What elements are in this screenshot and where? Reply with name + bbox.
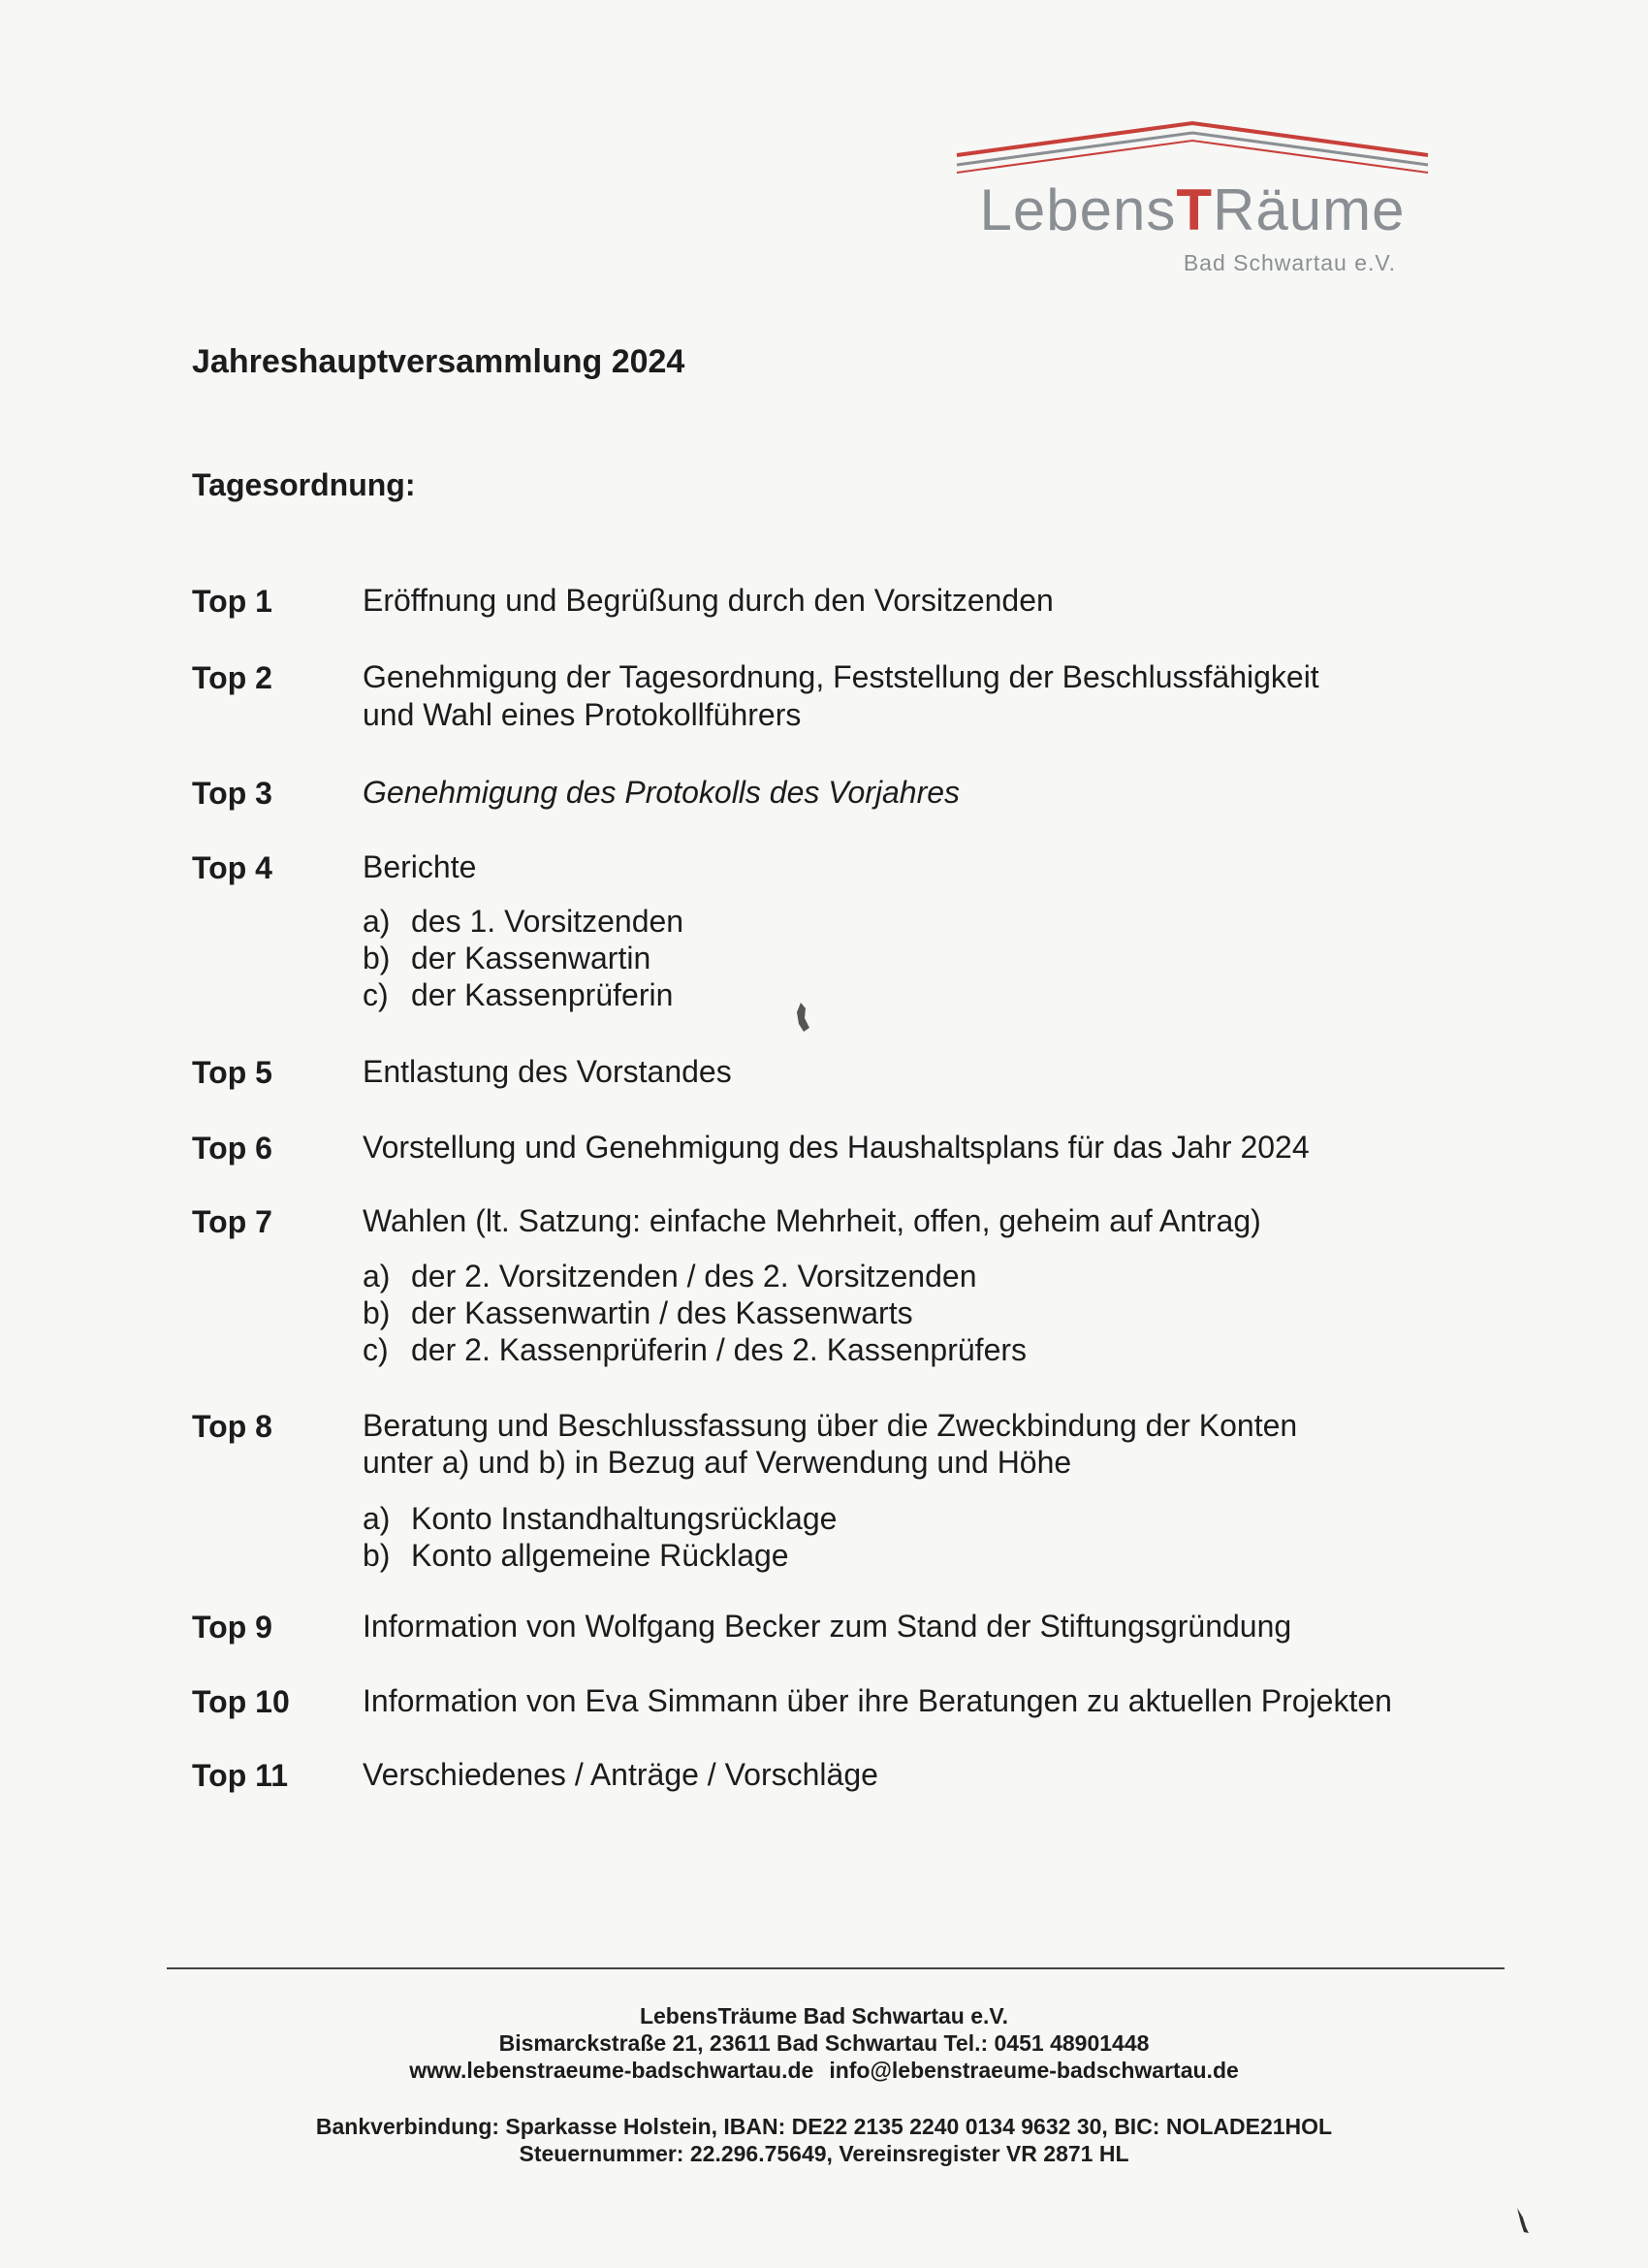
agenda-item-label: Top 10 xyxy=(192,1684,290,1719)
agenda-item-label: Top 7 xyxy=(192,1204,272,1239)
agenda-item-label: Top 9 xyxy=(192,1610,272,1645)
agenda-item-text: Information von Eva Simmann über ihre Beratungen zu aktuellen Projekten xyxy=(363,1683,1392,1718)
footer-contact xyxy=(0,2058,1648,2084)
sub-item: c) der Kassenprüferin xyxy=(363,977,674,1012)
sub-item: a) Konto Instandhaltungsrücklage xyxy=(363,1501,838,1536)
agenda-item-text: Genehmigung der Tagesordnung, Feststellung der Beschlussfähigkeit xyxy=(363,659,1319,694)
footer-tax: Steuernummer: 22.296.75649, Vereinsregister VR 2871 HL xyxy=(519,2141,1129,2166)
sub-item: a) des 1. Vorsitzenden xyxy=(363,904,684,939)
agenda-item-text: Eröffnung und Begrüßung durch den Vorsitzenden xyxy=(363,583,1054,618)
agenda-item-label: Top 6 xyxy=(192,1131,272,1166)
logo-subtitle: Bad Schwartau e.V. xyxy=(1183,250,1396,275)
footer-website[interactable]: www.lebenstraeume-badschwartau.de xyxy=(409,2058,814,2083)
agenda-item-text: und Wahl eines Protokollführers xyxy=(363,697,802,732)
agenda-item-label: Top 4 xyxy=(192,850,272,885)
agenda-item-label: Top 8 xyxy=(192,1409,272,1444)
agenda-item-text: Verschiedenes / Anträge / Vorschläge xyxy=(363,1757,878,1792)
sub-item: b) der Kassenwartin / des Kassenwarts xyxy=(363,1295,913,1330)
footer-email[interactable]: info@lebenstraeume-badschwartau.de xyxy=(829,2058,1239,2083)
footer-address: Bismarckstraße 21, 23611 Bad Schwartau Tel.: 0451 48901448 xyxy=(498,2030,1150,2056)
agenda-item-label: Top 1 xyxy=(192,584,272,619)
agenda-item-text: Wahlen (lt. Satzung: einfache Mehrheit, offen, geheim auf Antrag) xyxy=(363,1203,1261,1238)
organization-logo xyxy=(955,118,1430,283)
agenda-item-text: unter a) und b) in Bezug auf Verwendung und Höhe xyxy=(363,1445,1072,1480)
scan-speck-icon xyxy=(1514,2206,1532,2235)
agenda-item-text: Vorstellung und Genehmigung des Haushaltsplans für das Jahr 2024 xyxy=(363,1130,1310,1165)
footer-bank: Bankverbindung: Sparkasse Holstein, IBAN: DE22 2135 2240 0134 9632 30, BIC: NOLADE21HOL xyxy=(315,2114,1333,2139)
sub-item: b) Konto allgemeine Rücklage xyxy=(363,1538,789,1573)
footer-divider xyxy=(167,1967,1505,1969)
agenda-heading: Tagesordnung: xyxy=(192,467,416,502)
footer-org: LebensTräume Bad Schwartau e.V. xyxy=(639,2003,1009,2028)
scan-speck-icon xyxy=(793,1001,812,1034)
agenda-item-label: Top 11 xyxy=(192,1758,288,1793)
agenda-item-label: Top 2 xyxy=(192,660,272,695)
agenda-item-text: Berichte xyxy=(363,849,477,884)
logo-wordmark: LebensTRäume xyxy=(979,177,1406,242)
document-title: Jahreshauptversammlung 2024 xyxy=(192,343,685,380)
agenda-item-text: Beratung und Beschlussfassung über die Zweckbindung der Konten xyxy=(363,1408,1298,1443)
agenda-item-label: Top 3 xyxy=(192,776,272,811)
sub-item: b) der Kassenwartin xyxy=(363,941,651,975)
sub-item: c) der 2. Kassenprüferin / des 2. Kassenprüfers xyxy=(363,1332,1028,1367)
sub-item: a) der 2. Vorsitzenden / des 2. Vorsitzenden xyxy=(363,1259,977,1294)
agenda-item-text: Genehmigung des Protokolls des Vorjahres xyxy=(363,775,961,810)
agenda-item-text: Entlastung des Vorstandes xyxy=(363,1054,732,1089)
agenda-item-label: Top 5 xyxy=(192,1055,272,1090)
agenda-item-text: Information von Wolfgang Becker zum Stand der Stiftungsgründung xyxy=(363,1609,1292,1644)
